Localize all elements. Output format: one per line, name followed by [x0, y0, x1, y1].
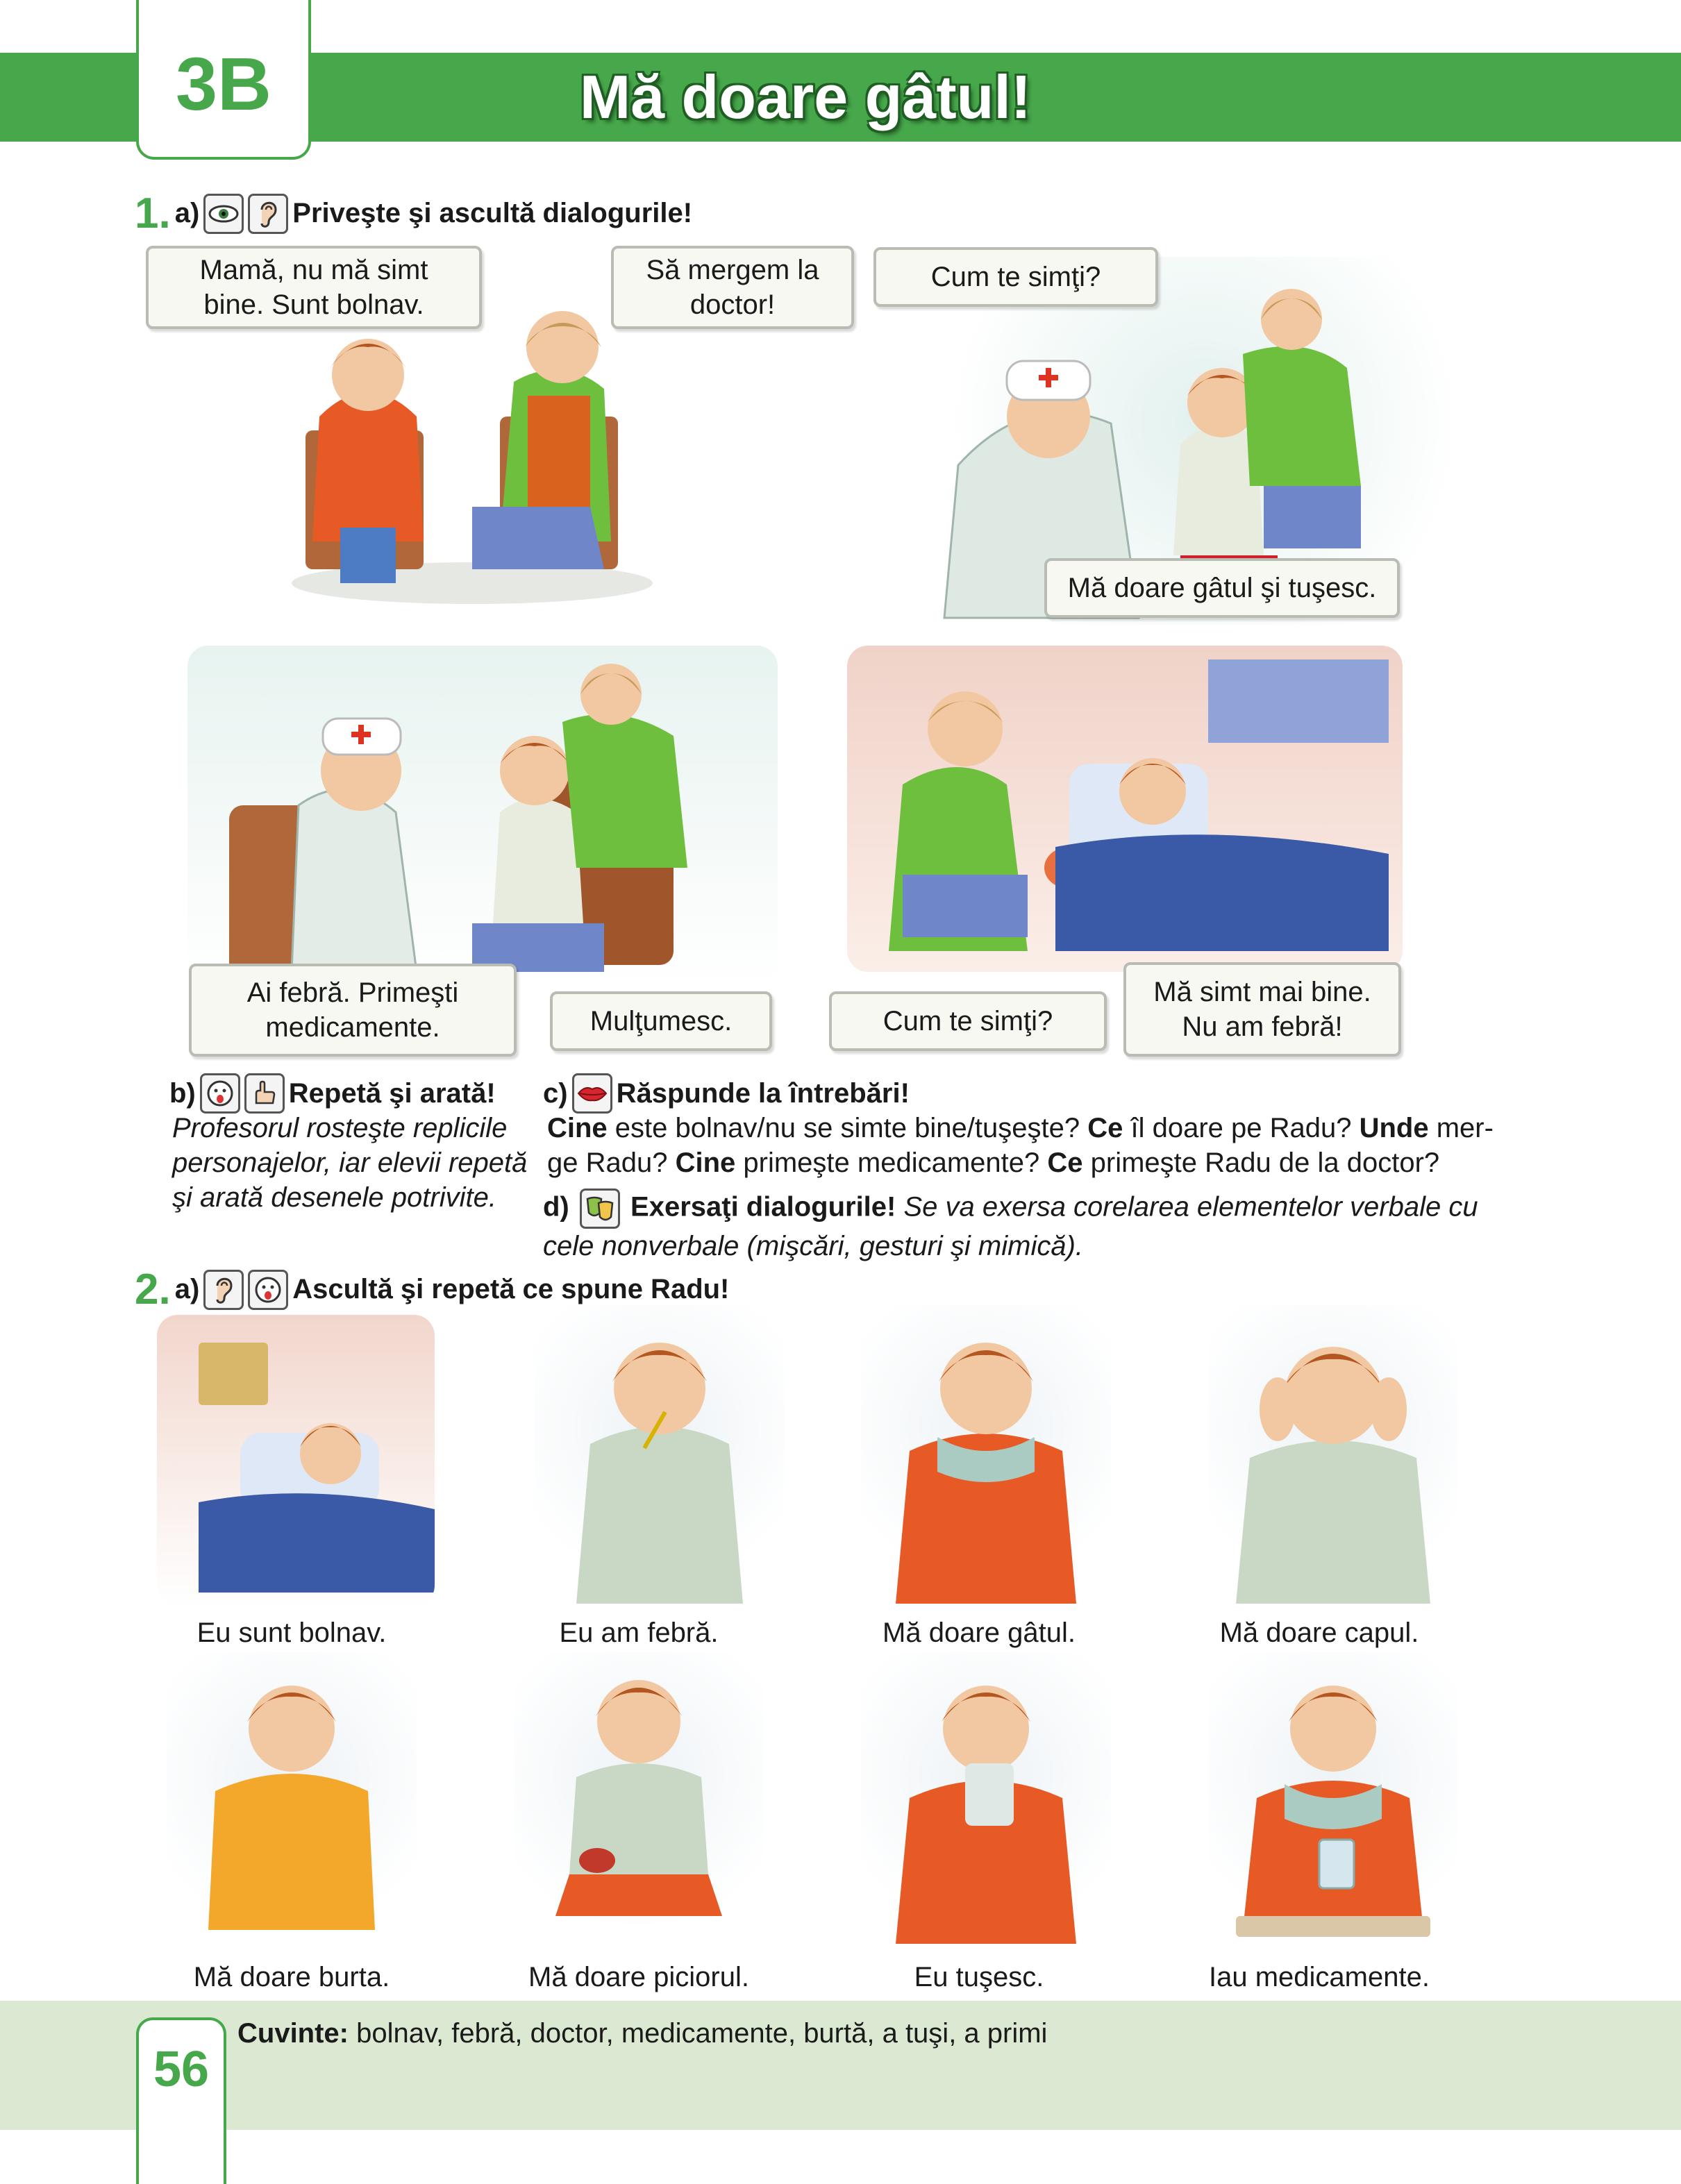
ex2-a-letter: a) — [174, 1274, 200, 1304]
ex1-c-text: Răspunde la întrebări! — [616, 1077, 910, 1109]
lips-icon — [572, 1073, 612, 1114]
caption-4: Mă doare capul. — [1219, 1618, 1419, 1648]
ex1-d-description: Se va exersa corelarea elementelor verbale cu cele nonverbale (mişcări, gesturi şi mimică). — [543, 1191, 1478, 1261]
speech-bubble-ai-febra: Ai febră. Primeşti medicamente. — [189, 964, 517, 1057]
speech-bubble-ma-simt-mai-bine: Mă simt mai bine. Nu am febră! — [1123, 962, 1401, 1057]
speech-bubble-ma-doare-gatul: Mă doare gâtul şi tuşesc. — [1044, 558, 1400, 618]
ex1-c-letter: c) — [543, 1077, 568, 1109]
ex1-c-heading — [543, 1073, 910, 1114]
theater-masks-icon — [580, 1188, 620, 1229]
pointing-hand-icon — [244, 1073, 285, 1114]
eye-icon — [203, 194, 244, 234]
picture-boy-leg-pain — [514, 1652, 764, 1958]
ex1-heading — [135, 189, 692, 238]
ex2-a-text: Ascultă şi repetă ce spune Radu! — [292, 1274, 730, 1304]
speech-bubble-multumesc: Mulţumesc. — [550, 991, 772, 1051]
ex1-d-text: Exersaţi dialogurile! — [630, 1191, 896, 1223]
picture-boy-coughing — [861, 1652, 1111, 1958]
vocabulary-label: Cuvinte: — [237, 2018, 349, 2049]
page-title: Mă doare gâtul! — [579, 62, 1032, 131]
picture-boy-stomachache — [167, 1652, 417, 1958]
picture-boy-headache — [1208, 1305, 1458, 1611]
unit-code: 3B — [175, 42, 272, 126]
speech-bubble-mergem: Să mergem la doctor! — [611, 246, 854, 329]
ear-icon — [248, 194, 288, 234]
speaking-face-icon — [248, 1270, 288, 1310]
speaking-face-icon — [200, 1073, 240, 1114]
vocabulary-line — [237, 2016, 1557, 2051]
illustration-boy-in-bed — [847, 646, 1403, 972]
caption-7: Eu tuşesc. — [914, 1962, 1044, 1992]
speech-bubble-cum-te-simti-1: Cum te simţi? — [873, 247, 1158, 307]
ex1-d-letter: d) — [543, 1191, 569, 1223]
page-number: 56 — [153, 2042, 210, 2097]
illustration-doctor-giving-medicine — [187, 646, 778, 986]
caption-6: Mă doare piciorul. — [528, 1962, 749, 1992]
ex1-c-questions: Cine este bolnav/nu se simte bine/tuşeşte? Ce îl doare pe Radu? Unde mer-ge Radu? Cine primeşte medicamente? Ce primeşte Radu de la doctor? — [547, 1113, 1494, 1178]
ex1-b-heading — [169, 1073, 496, 1114]
caption-8: Iau medicamente. — [1209, 1962, 1430, 1992]
ex2-number: 2. — [135, 1266, 171, 1313]
caption-5: Mă doare burta. — [193, 1962, 390, 1992]
picture-boy-sore-throat — [861, 1305, 1111, 1611]
caption-2: Eu am febră. — [559, 1618, 719, 1648]
ex1-a-text: Priveşte şi ascultă dialogurile! — [292, 198, 693, 228]
ex1-d-block — [543, 1188, 1501, 1263]
speech-bubble-cum-te-simti-2: Cum te simţi? — [829, 991, 1107, 1051]
caption-1: Eu sunt bolnav. — [196, 1618, 387, 1648]
ex1-b-letter: b) — [169, 1077, 196, 1109]
speech-bubble-mama: Mamă, nu mă simt bine. Sunt bolnav. — [146, 246, 482, 329]
ear-icon — [203, 1270, 244, 1310]
ex1-a-letter: a) — [174, 198, 200, 228]
caption-3: Mă doare gâtul. — [883, 1618, 1076, 1648]
picture-boy-with-fever — [535, 1305, 785, 1611]
picture-boy-in-bed — [157, 1315, 435, 1606]
ex1-b-text: Repetă şi arată! — [288, 1077, 496, 1109]
ex1-number: 1. — [135, 190, 171, 237]
picture-boy-taking-medicine — [1208, 1652, 1458, 1958]
vocabulary-words: bolnav, febră, doctor, medicamente, burtă, a tuşi, a primi — [356, 2018, 1048, 2049]
ex1-b-description: Profesorul rosteşte replicile personajelor, iar elevii repetă şi arată desenele potrivite. — [172, 1113, 528, 1213]
